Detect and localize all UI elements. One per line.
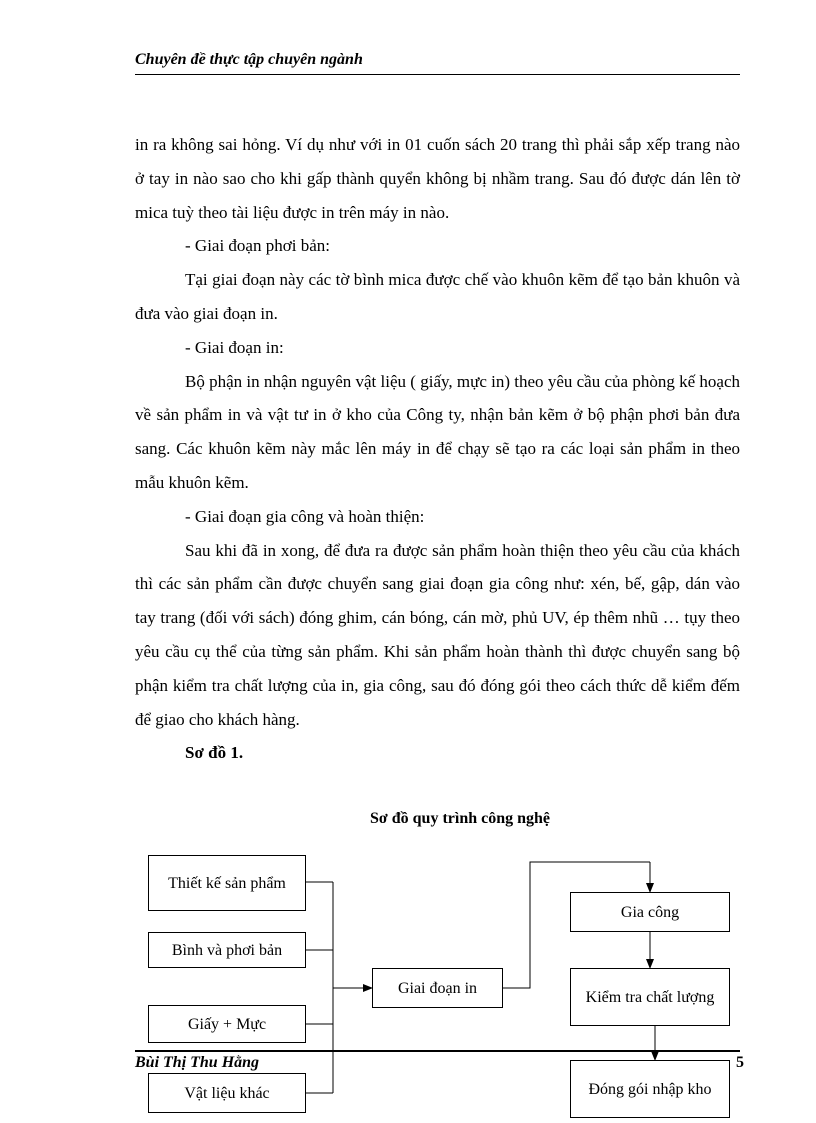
- section-heading: - Giai đoạn phơi bản:: [185, 236, 330, 256]
- paragraph: Tại giai đoạn này các tờ bình mica được chế vào khuôn kẽm để tạo bản khuôn và đưa vào giai đoạn in.: [135, 270, 740, 323]
- box-gia-cong: Gia công: [570, 892, 730, 932]
- box-vat-lieu: Vật liệu khác: [148, 1073, 306, 1113]
- section-heading: - Giai đoạn in:: [185, 337, 284, 357]
- box-binh-phoi: Bình và phơi bản: [148, 932, 306, 968]
- box-giay-muc: Giấy + Mực: [148, 1005, 306, 1043]
- box-giai-doan-in: Giai đoạn in: [372, 968, 503, 1008]
- paragraph: Bộ phận in nhận nguyên vật liệu ( giấy, mực in) theo yêu cầu của phòng kế hoạch về sản phẩm in và vật tư in ở kho của Công ty, nhận bản kẽm ở bộ phận phơi bản đưa sang. Các khuôn kẽm này mắc lên máy in để chạy sẽ tạo ra các loại sản phẩm in theo mẫu khuôn kẽm.: [135, 371, 740, 492]
- paragraph: in ra không sai hỏng. Ví dụ như với in 01 cuốn sách 20 trang thì phải sắp xếp trang nào ở tay in nào sao cho khi gấp thành quyển không bị nhầm trang. Sau đó được dán lên tờ mica tuỳ theo tài liệu được in trên máy in nào.: [135, 135, 740, 222]
- section-heading: - Giai đoạn gia công và hoàn thiện:: [185, 506, 425, 526]
- diagram-caption: Sơ đồ quy trình công nghệ: [369, 810, 551, 827]
- paragraph: Sau khi đã in xong, để đưa ra được sản phẩm hoàn thiện theo yêu cầu của khách thì các sản phẩm cần được chuyển sang giai đoạn gia công như: xén, bế, gập, dán vào tay trang (đối với sách) đóng ghim, cán bóng, cán mờ, phủ UV, ép thêm nhũ … tụy theo yêu cầu cụ thể của từng sản phẩm. Khi sản phẩm hoàn thành thì được chuyển sang bộ phận kiểm tra chất lượng của in, gia công, sau đó đóng gói theo cách thức dễ kiểm đếm để giao cho khách hàng.: [135, 540, 740, 729]
- footer-divider: [135, 1050, 740, 1052]
- page-number: 5: [736, 1054, 744, 1071]
- footer-author: Bùi Thị Thu Hằng: [135, 1054, 263, 1072]
- diagram-label: Sơ đồ 1.: [185, 743, 244, 763]
- box-thiet-ke: Thiết kế sản phẩm: [148, 855, 306, 911]
- header-title: Chuyên đề thực tập chuyên ngành: [135, 51, 363, 68]
- box-kiem-tra: Kiểm tra chất lượng: [570, 968, 730, 1026]
- box-dong-goi: Đóng gói nhập kho: [570, 1060, 730, 1118]
